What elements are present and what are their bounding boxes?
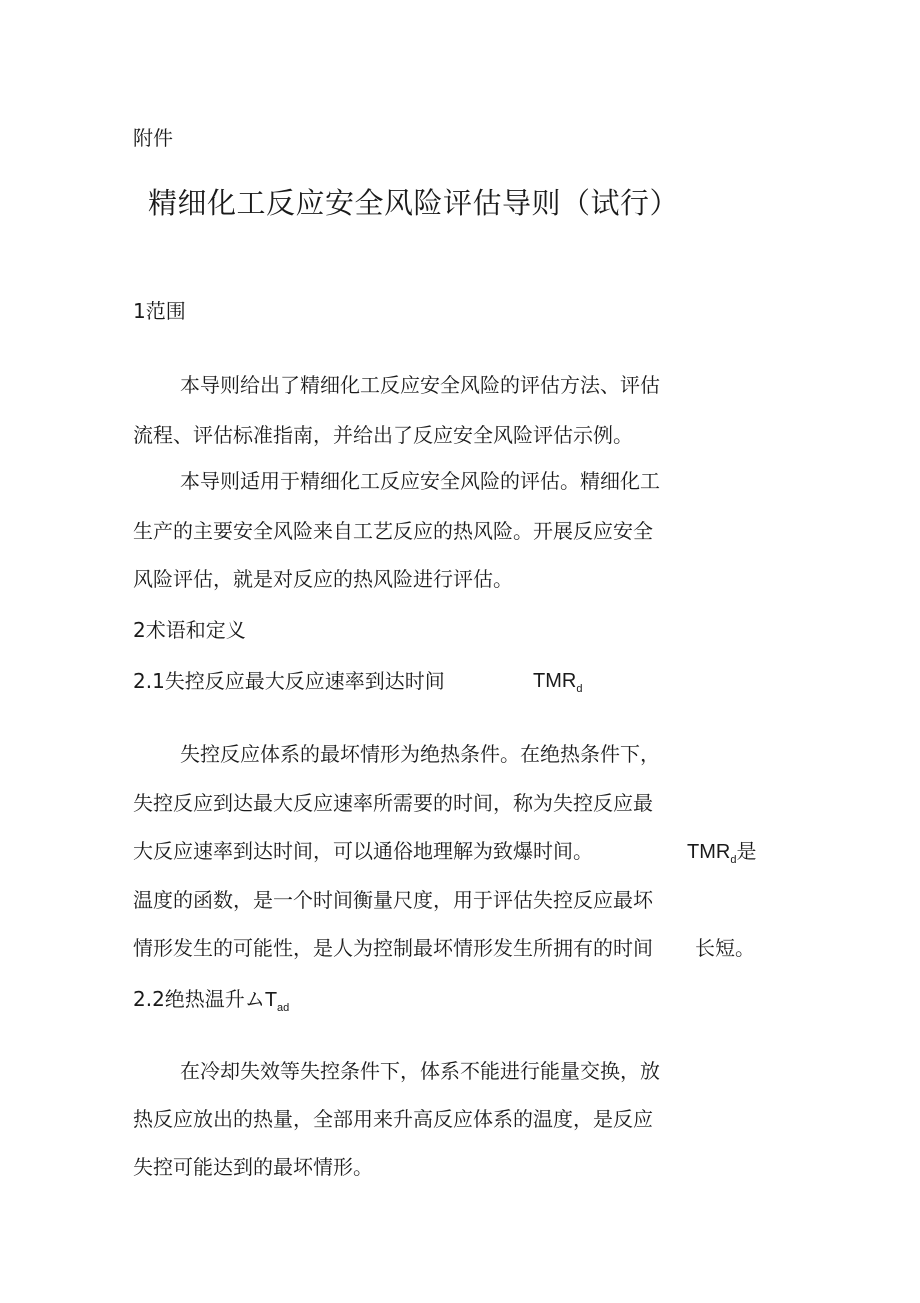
- section2-1-line2: 失控反应到达最大反应速率所需要的时间，称为失控反应最: [133, 791, 653, 815]
- attachment-label: 附件: [133, 126, 173, 150]
- document-title: 精细化工反应安全风险评估导则（试行）: [148, 186, 680, 220]
- tad-symbol-sub: ad: [277, 1002, 290, 1014]
- section2-2-line1: 在冷却失效等失控条件下，体系不能进行能量交换，放: [180, 1059, 660, 1083]
- section2-1-heading: 2.1失控反应最大反应速率到达时间: [133, 669, 445, 693]
- tad-symbol-main: T: [264, 989, 278, 1011]
- tmr-symbol: [533, 669, 582, 696]
- tmr-symbol-main: TMR: [533, 670, 577, 692]
- section2-heading: 2术语和定义: [133, 618, 246, 642]
- section2-2-heading: [133, 987, 289, 1015]
- delta-symbol: ム: [244, 987, 265, 1011]
- section1-para1-line1: 本导则给出了精细化工反应安全风险的评估方法、评估: [180, 373, 660, 397]
- tmr-symbol-sub: d: [576, 683, 583, 695]
- section2-1-line4: 温度的函数，是一个时间衡量尺度，用于评估失控反应最坏: [133, 888, 653, 912]
- section2-1-line3: 大反应速率到达时间，可以通俗地理解为致爆时间。: [133, 839, 593, 863]
- section1-para2-line2: 生产的主要安全风险来自工艺反应的热风险。开展反应安全: [133, 519, 653, 543]
- tmr-inline-sub: d: [730, 854, 737, 866]
- section1-para1-line2: 流程、评估标准指南，并给出了反应安全风险评估示例。: [133, 423, 633, 447]
- section1-para2-line1: 本导则适用于精细化工反应安全风险的评估。精细化工: [180, 469, 660, 493]
- section1-heading: 1范围: [133, 299, 186, 323]
- tmr-inline-symbol: [687, 839, 756, 867]
- section2-2-line2: 热反应放出的热量，全部用来升高反应体系的温度，是反应: [133, 1107, 653, 1131]
- section2-2-line3: 失控可能达到的最坏情形。: [133, 1155, 373, 1179]
- section2-1-line5: 情形发生的可能性，是人为控制最坏情形发生所拥有的时间: [133, 936, 653, 960]
- section2-2-heading-text: 2.2绝热温升: [133, 987, 245, 1011]
- section2-1-line1: 失控反应体系的最坏情形为绝热条件。在绝热条件下，: [180, 742, 660, 766]
- section1-para2-line3: 风险评估，就是对反应的热风险进行评估。: [133, 567, 513, 591]
- tmr-inline-main: TMR: [687, 841, 731, 863]
- section2-1-line5-tail: 长短。: [695, 936, 755, 960]
- tmr-inline-tail: 是: [736, 839, 757, 863]
